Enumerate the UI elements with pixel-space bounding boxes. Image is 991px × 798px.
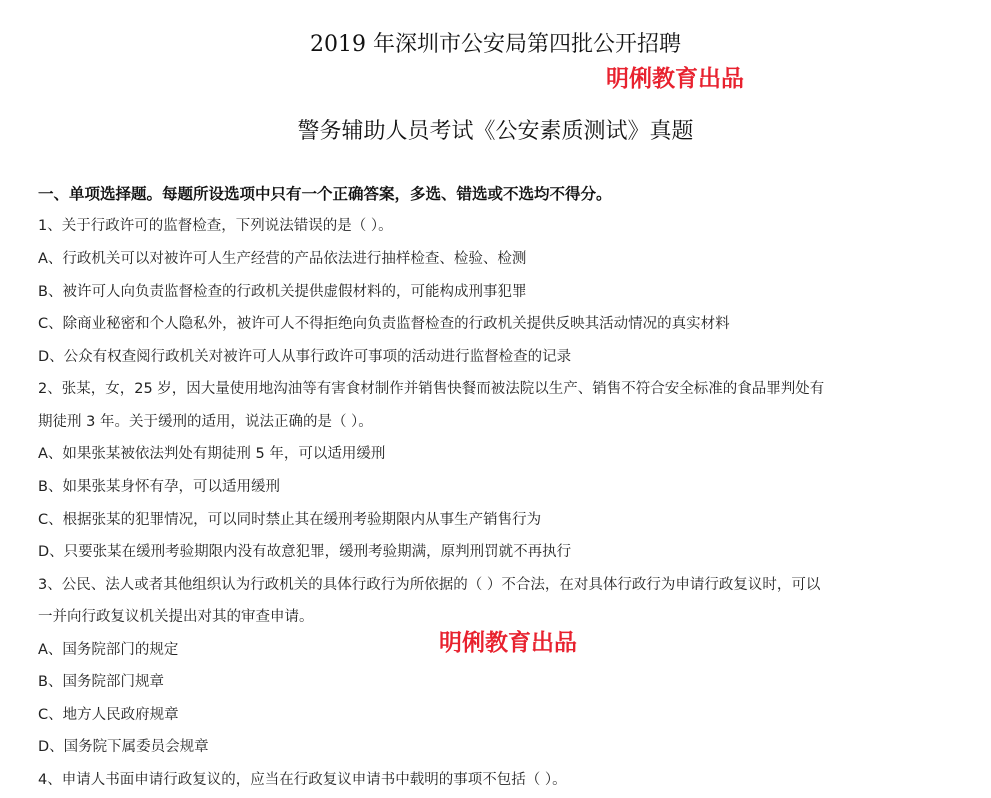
- document-title-line-1: 2019 年深圳市公安局第四批公开招聘: [310, 32, 681, 57]
- question-2-stem-line-2: 期徒刑 3 年。关于缓刑的适用，说法正确的是（ ）。: [38, 414, 373, 430]
- question-1-option-c: C、除商业秘密和个人隐私外，被许可人不得拒绝向负责监督检查的行政机关提供反映其活动情况的真实材料: [38, 316, 730, 332]
- question-1-option-a: A、行政机关可以对被许可人生产经营的产品依法进行抽样检查、检验、检测: [38, 251, 527, 267]
- watermark-text-top: 明俐教育出品: [606, 66, 744, 92]
- question-3-stem-line-2: 一并向行政复议机关提出对其的审查申请。: [38, 609, 314, 625]
- question-1-option-d: D、公众有权查阅行政机关对被许可人从事行政许可事项的活动进行监督检查的记录: [38, 349, 572, 365]
- question-1-option-b: B、被许可人向负责监督检查的行政机关提供虚假材料的，可能构成刑事犯罪: [38, 284, 527, 300]
- question-1-stem: 1、关于行政许可的监督检查，下列说法错误的是（ ）。: [38, 218, 393, 234]
- watermark-text-middle: 明俐教育出品: [439, 630, 577, 656]
- document-title-line-2: 警务辅助人员考试《公安素质测试》真题: [297, 119, 694, 144]
- question-3-option-c: C、地方人民政府规章: [38, 707, 179, 723]
- section-heading: 一、单项选择题。每题所设选项中只有一个正确答案，多选、错选或不选均不得分。: [38, 184, 612, 203]
- question-2-stem-line-1: 2、张某，女，25 岁，因大量使用地沟油等有害食材制作并销售快餐而被法院以生产、销售不符合安全标准的食品罪判处有: [38, 381, 825, 397]
- question-2-option-b: B、如果张某身怀有孕，可以适用缓刑: [38, 479, 280, 495]
- question-3-option-d: D、国务院下属委员会规章: [38, 739, 209, 755]
- question-3-option-b: B、国务院部门规章: [38, 674, 164, 690]
- question-3-option-a: A、国务院部门的规定: [38, 642, 179, 658]
- question-2-option-d: D、只要张某在缓刑考验期限内没有故意犯罪，缓刑考验期满，原判刑罚就不再执行: [38, 544, 572, 560]
- question-2-option-c: C、根据张某的犯罪情况，可以同时禁止其在缓刑考验期限内从事生产销售行为: [38, 512, 542, 528]
- question-4-stem: 4、申请人书面申请行政复议的，应当在行政复议申请书中载明的事项不包括（ ）。: [38, 772, 567, 788]
- question-2-option-a: A、如果张某被依法判处有期徒刑 5 年，可以适用缓刑: [38, 446, 386, 462]
- question-3-stem-line-1: 3、公民、法人或者其他组织认为行政机关的具体行政行为所依据的（ ）不合法，在对具体行政行为申请行政复议时，可以: [38, 577, 821, 593]
